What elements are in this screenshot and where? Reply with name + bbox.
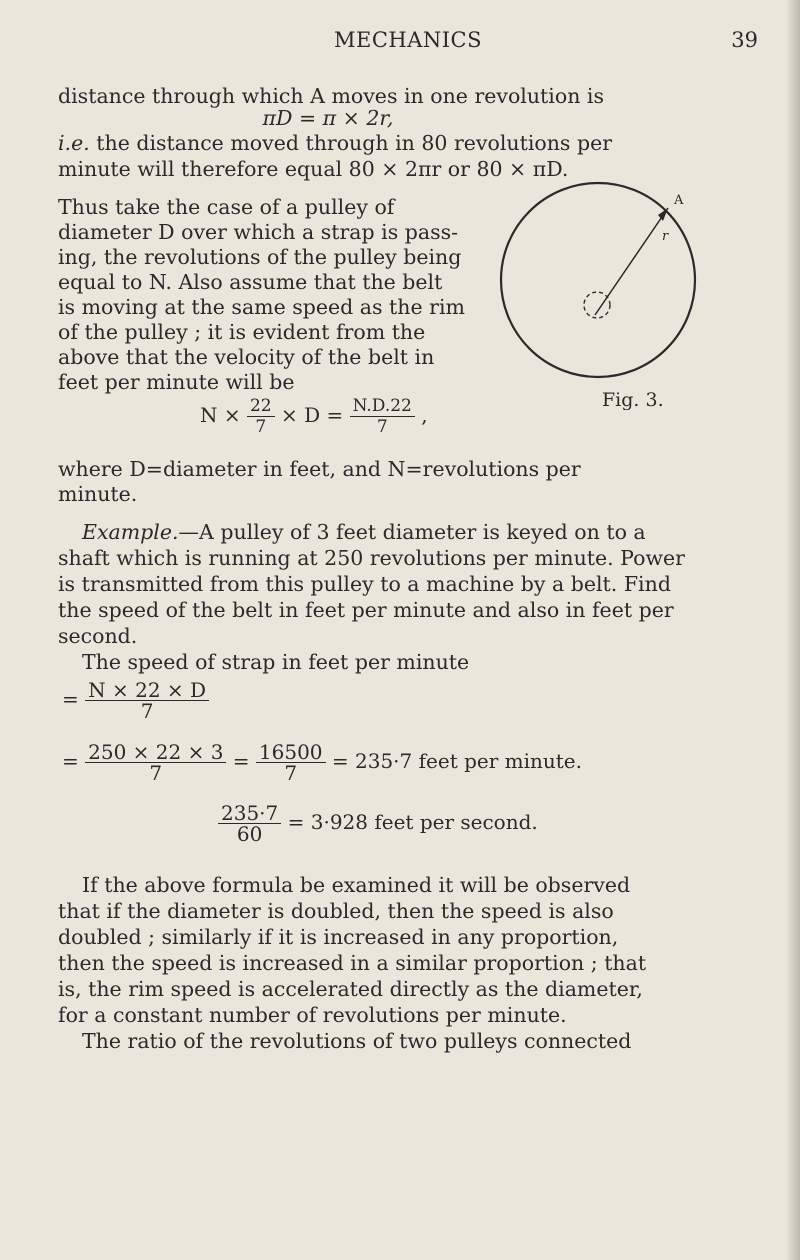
calc-step-3: [218, 803, 538, 844]
paragraph-2-line: above that the velocity of the belt in: [58, 345, 435, 369]
pulley-figure: [480, 180, 710, 410]
paragraph-3-line-1: where D=diameter in feet, and N=revolutions per: [58, 457, 581, 481]
fraction-22-7: [247, 396, 275, 437]
numerator: 235·7: [221, 801, 279, 825]
denominator: 7: [85, 700, 209, 721]
paragraph-2-line: Thus take the case of a pulley of: [58, 195, 395, 219]
paragraph-1-line-2-rest: the distance moved through in 80 revolutions per: [89, 131, 613, 155]
paragraph-4-line: that if the diameter is doubled, then the speed is also: [58, 899, 614, 923]
eq1-tail: ,: [421, 403, 428, 427]
numerator: 16500: [258, 740, 323, 764]
denominator: 7: [247, 416, 275, 437]
fraction-235-7-60: [218, 803, 281, 844]
fraction-250-22-3-7: [85, 742, 226, 783]
example-line-1-rest: —A pulley of 3 feet diameter is keyed on to a: [178, 520, 646, 544]
label-a: A: [674, 193, 684, 208]
paragraph-1-line-2: [58, 131, 762, 156]
example-line-1: [82, 520, 762, 545]
paragraph-3-line-2: minute.: [58, 482, 138, 506]
eq1-lhs: N ×: [200, 403, 241, 427]
equation-belt-speed: [200, 396, 428, 437]
example-line: second.: [58, 624, 138, 648]
numerator: 22: [249, 396, 272, 416]
result-feet-per-second: = 3·928 feet per second.: [287, 810, 538, 834]
denominator: 7: [350, 416, 415, 437]
radius-line: [595, 208, 668, 315]
calc-step-2: = $\frac{250 \times 22 \times 3}{7}$ = $\frac{16500}{7}$ = 235·7 feet per minute.: [62, 740, 582, 785]
numerator: 250 × 22 × 3: [88, 740, 224, 764]
label-r: r: [662, 229, 669, 244]
formula-pi-d: πD = π × 2r,: [262, 106, 394, 130]
calc-step-1: = $\frac{N \times 22 \times D}{7}$: [62, 680, 209, 721]
example-line: shaft which is running at 250 revolutions per minute. Power: [58, 546, 685, 570]
ie-abbrev: i.e.: [58, 131, 90, 155]
speed-of-strap-line: The speed of strap in feet per minute: [82, 650, 470, 674]
paragraph-4-line: doubled ; similarly if it is increased in any proportion,: [58, 925, 619, 949]
numerator: N.D.22: [352, 396, 412, 416]
pulley-hub: [584, 292, 610, 318]
fraction-16500-7: [256, 742, 326, 783]
figure-caption: Fig. 3.: [602, 389, 664, 410]
running-header: [58, 28, 758, 58]
paragraph-2-line: feet per minute will be: [58, 370, 295, 394]
eq1-mid: × D =: [280, 403, 344, 427]
fraction-nd22-7: [350, 396, 415, 437]
paragraph-2-line: ing, the revolutions of the pulley being: [58, 245, 462, 269]
paragraph-2-line: of the pulley ; it is evident from the: [58, 320, 426, 344]
paragraph-5-line-1: The ratio of the revolutions of two pulleys connected: [82, 1029, 632, 1053]
example-line: the speed of the belt in feet per minute and also in feet per: [58, 598, 674, 622]
radius-arrowhead: [658, 208, 668, 221]
page-edge-shadow: [786, 0, 800, 1260]
denominator: 7: [256, 762, 326, 783]
paragraph-4-line: then the speed is increased in a similar proportion ; that: [58, 951, 647, 975]
paragraph-4-line: for a constant number of revolutions per minute.: [58, 1003, 567, 1027]
result-feet-per-minute: = 235·7 feet per minute.: [331, 749, 582, 773]
example-line: is transmitted from this pulley to a machine by a belt. Find: [58, 572, 671, 596]
fraction-n22d-7: [85, 680, 209, 721]
paragraph-2-line: is moving at the same speed as the rim: [58, 295, 465, 319]
paragraph-4-line: is, the rim speed is accelerated directly as the diameter,: [58, 977, 643, 1001]
paragraph-2-line: diameter D over which a strap is pass-: [58, 220, 459, 244]
denominator: 7: [85, 762, 226, 783]
numerator: N × 22 × D: [88, 678, 207, 702]
example-label: Example.: [82, 520, 179, 544]
denominator: 60: [218, 823, 281, 844]
paragraph-2-line: equal to N. Also assume that the belt: [58, 270, 443, 294]
paragraph-1-line-1: distance through which A moves in one revolution is: [58, 84, 604, 108]
header-title: MECHANICS: [333, 28, 482, 52]
page-number: 39: [731, 28, 758, 52]
paragraph-1-line-3: minute will therefore equal 80 × 2πr or 80 × πD.: [58, 157, 569, 181]
paragraph-4-line: If the above formula be examined it will be observed: [82, 873, 631, 897]
